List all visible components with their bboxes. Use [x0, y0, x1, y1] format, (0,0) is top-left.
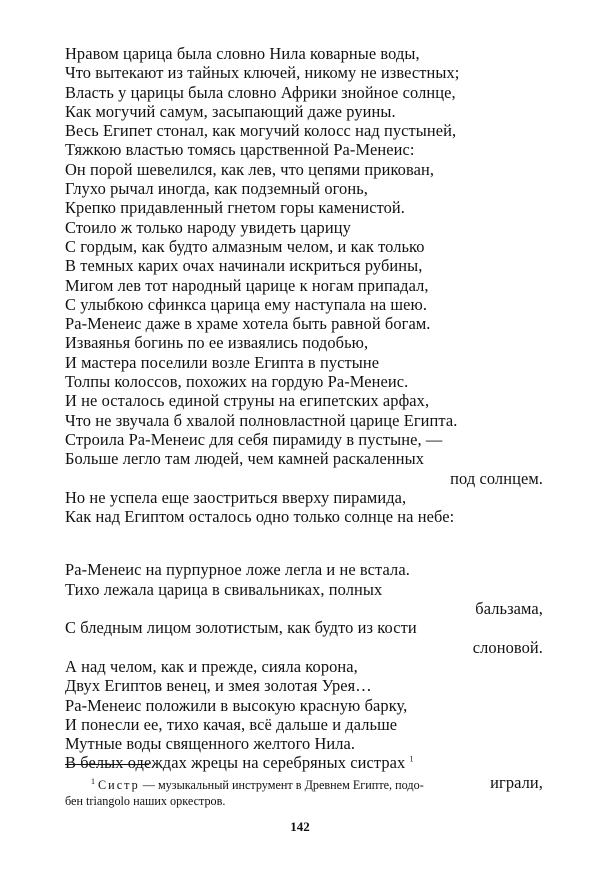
verse-line [65, 140, 543, 159]
stanza-2 [65, 560, 543, 792]
verse-line [65, 618, 543, 637]
stanza-1 [65, 44, 543, 526]
verse-text: С гордым, как будто алмазным челом, и как только [65, 236, 425, 256]
verse-line-continuation [65, 599, 543, 618]
verse-text: В белых одеждах жрецы на серебряных систрах [65, 753, 406, 773]
verse-text: Что не звучала б хвалой полновластной царице Египта. [65, 410, 458, 430]
verse-line [65, 102, 543, 121]
verse-line [65, 83, 543, 102]
verse-text: Что вытекают из тайных ключей, никому не известных; [65, 63, 460, 83]
verse-line [65, 580, 543, 599]
footnote [65, 777, 543, 809]
verse-line [65, 372, 543, 391]
verse-line [65, 237, 543, 256]
verse-text: Мигом лев тот народный царице к ногам припадал, [65, 275, 429, 295]
verse-text: С бледным лицом золотистым, как будто из кости [65, 618, 417, 638]
verse-line [65, 488, 543, 507]
page-number: 142 [290, 819, 310, 834]
verse-text: Мутные воды священного желтого Нила. [65, 734, 356, 754]
verse-text: Он порой шевелился, как лев, что цепями прикован, [65, 159, 435, 179]
verse-line [65, 449, 543, 468]
verse-text: И не осталось единой струны на египетских арфах, [65, 391, 430, 411]
verse-text: А над челом, как и прежде, сияла корона, [65, 656, 358, 676]
stanza-gap [65, 526, 543, 543]
verse-text: И понесли ее, тихо качая, всё дальше и дальше [65, 714, 398, 734]
verse-line [65, 430, 543, 449]
verse-text: Нравом царица была словно Нила коварные воды, [65, 44, 420, 63]
verse-line [65, 696, 543, 715]
footnote-marker: 1 [91, 776, 95, 786]
verse-line [65, 44, 543, 63]
verse-text: Как над Египтом осталось одно только солнце на небе: [65, 507, 455, 527]
footnote-rule [65, 764, 149, 765]
verse-line [65, 353, 543, 372]
verse-text: Как могучий самум, засыпающий даже руины. [65, 101, 396, 121]
footnote-term: Систр [98, 778, 140, 792]
verse-line [65, 507, 543, 526]
footnote-line-1 [65, 777, 543, 793]
verse-text: Ра-Менеис на пурпурное ложе легла и не встала. [65, 560, 410, 580]
verse-line [65, 715, 543, 734]
footnote-reference: 1 [409, 754, 414, 764]
verse-text: Тихо лежала царица в свивальниках, полных [65, 579, 383, 599]
verse-line [65, 276, 543, 295]
verse-text: Толпы колоссов, похожих на гордую Ра-Менеис. [65, 372, 409, 392]
verse-text: Ра-Менеис положили в высокую красную барку, [65, 695, 408, 715]
verse-line [65, 333, 543, 352]
verse-line-continuation [65, 469, 543, 488]
verse-line [65, 560, 543, 579]
verse-text: Изваянья богинь по ее изваялись подобью, [65, 333, 369, 353]
verse-text: С улыбкою сфинкса царица ему наступала на шею. [65, 294, 428, 314]
verse-line [65, 676, 543, 695]
verse-text: играли, [490, 772, 543, 792]
footnote-definition: — музыкальный инструмент в Древнем Египте, подо- [139, 778, 424, 792]
verse-line [65, 198, 543, 217]
verse-line [65, 160, 543, 179]
verse-text: Больше легло там людей, чем камней раскаленных [65, 449, 425, 469]
verse-line [65, 63, 543, 82]
verse-text: Власть у царицы была словно Африки знойное солнце, [65, 82, 456, 102]
verse-line [65, 121, 543, 140]
verse-text: под солнцем. [450, 468, 543, 488]
verse-text: Тяжкою властью томясь царственной Ра-Менеис: [65, 140, 415, 160]
verse-text: Весь Египет стонал, как могучий колосс над пустыней, [65, 121, 457, 141]
verse-text: бальзама, [475, 599, 543, 619]
verse-line [65, 734, 543, 753]
verse-line [65, 179, 543, 198]
footnote-line-2: бен triangolo наших оркестров. [65, 794, 226, 808]
poem-text [65, 44, 543, 792]
verse-text: В темных карих очах начинали искриться рубины, [65, 256, 423, 276]
verse-text: Глухо рычал иногда, как подземный огонь, [65, 179, 368, 199]
stanza-gap [65, 543, 543, 560]
verse-line [65, 295, 543, 314]
verse-line [65, 256, 543, 275]
verse-line-continuation [65, 638, 543, 657]
verse-line [65, 657, 543, 676]
verse-line [65, 411, 543, 430]
verse-text: слоновой. [472, 637, 543, 657]
verse-text: Ра-Менеис даже в храме хотела быть равной богам. [65, 314, 431, 334]
verse-text: Двух Египтов венец, и змея золотая Урея… [65, 676, 372, 696]
verse-text: Крепко придавленный гнетом горы каменистой. [65, 198, 406, 218]
verse-line [65, 391, 543, 410]
verse-text: Стоило ж только народу увидеть царицу [65, 217, 351, 237]
verse-line [65, 314, 543, 333]
verse-text: Но не успела еще заостриться вверху пирамида, [65, 487, 407, 507]
verse-text: Строила Ра-Менеис для себя пирамиду в пустыне, — [65, 429, 443, 449]
verse-text: И мастера поселили возле Египта в пустыне [65, 352, 380, 372]
verse-line [65, 218, 543, 237]
